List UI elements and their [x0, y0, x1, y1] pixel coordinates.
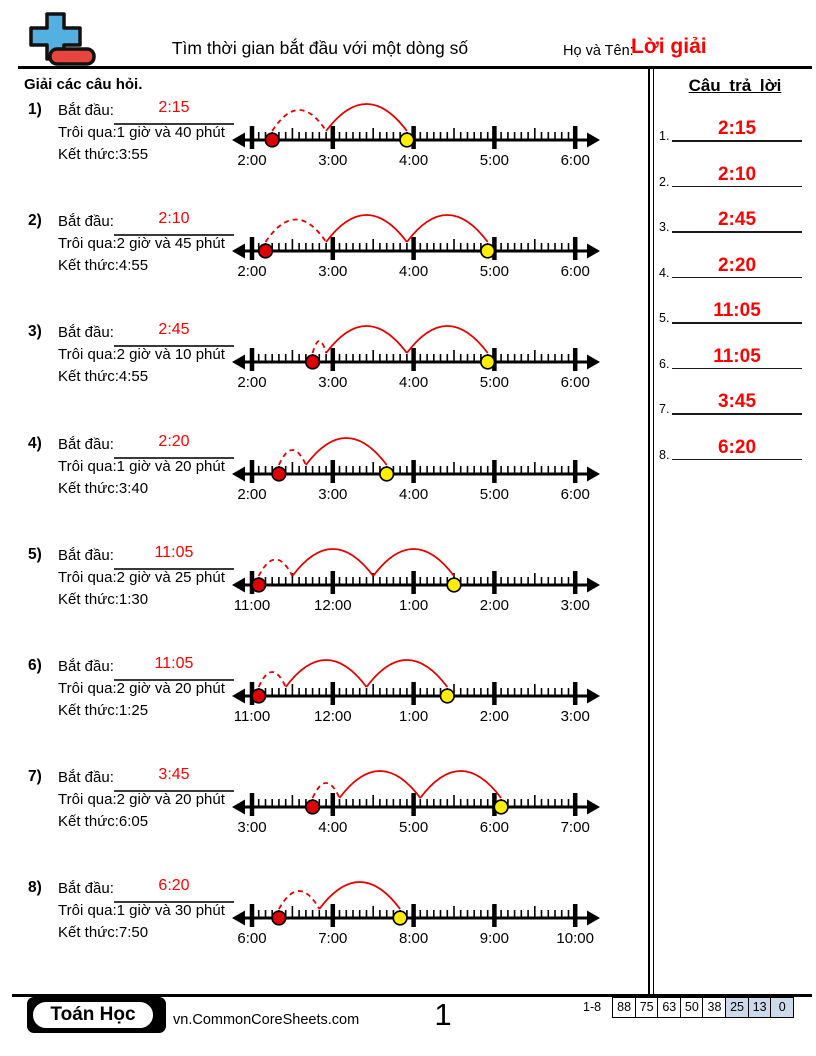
end-value: 1:30: [118, 590, 149, 608]
problem-row: [22, 762, 608, 873]
score-cell: 75: [635, 997, 659, 1018]
end-row: [58, 591, 148, 608]
svg-text:5:00: 5:00: [479, 263, 510, 281]
number-line-graphic: [230, 656, 602, 736]
svg-text:2:00: 2:00: [237, 485, 267, 503]
elapsed-label: Trôi qua:: [58, 346, 117, 364]
svg-text:11:00: 11:00: [233, 708, 271, 725]
number-line-graphic: [230, 545, 602, 625]
problem-number: 4): [28, 434, 42, 452]
site-url: vn.CommonCoreSheets.com: [173, 1012, 360, 1028]
elapsed-label: Trôi qua:: [58, 235, 117, 253]
answer-value: 11:05: [713, 300, 761, 321]
svg-text:12:00: 12:00: [314, 708, 352, 725]
end-value: 7:50: [118, 924, 149, 942]
problem-row: [22, 429, 608, 540]
elapsed-row: [58, 569, 225, 586]
elapsed-value: 2 giờ và 45 phút: [116, 235, 225, 253]
elapsed-row: [58, 458, 225, 475]
svg-text:5:00: 5:00: [479, 152, 510, 169]
end-row: [58, 480, 148, 497]
answers-separator-line: [648, 69, 650, 995]
answer-item: [652, 346, 812, 386]
end-row: [58, 146, 148, 163]
answer-number: 8.: [659, 447, 670, 462]
start-label: Bắt đầu:: [58, 435, 114, 453]
answer-item: [652, 209, 812, 249]
start-label: Bắt đầu:: [58, 658, 114, 675]
start-label: Bắt đầu:: [58, 213, 114, 231]
score-cell: 63: [657, 997, 681, 1018]
svg-text:2:00: 2:00: [479, 596, 510, 614]
svg-text:6:00: 6:00: [560, 374, 590, 392]
problem-row: [22, 873, 608, 984]
end-value: 1:25: [118, 702, 149, 719]
svg-text:4:00: 4:00: [398, 374, 429, 392]
score-cell: 25: [725, 997, 749, 1018]
name-label: Họ và Tên:: [563, 43, 634, 59]
svg-text:6:00: 6:00: [479, 819, 510, 837]
problem-number: 6): [28, 657, 42, 674]
elapsed-value: 1 giờ và 40 phút: [116, 124, 225, 141]
elapsed-row: [58, 346, 225, 363]
elapsed-value: 2 giờ và 20 phút: [116, 680, 225, 697]
problem-number: 5): [28, 545, 42, 563]
svg-text:7:00: 7:00: [560, 819, 590, 837]
number-line-graphic: [230, 878, 602, 958]
problem-row: [22, 651, 608, 762]
svg-text:3:00: 3:00: [318, 485, 348, 503]
answer-item: [652, 437, 812, 477]
svg-text:3:00: 3:00: [560, 708, 590, 725]
answer-value: 11:05: [713, 345, 761, 367]
elapsed-label: Trôi qua:: [58, 680, 117, 697]
end-row: [58, 813, 148, 830]
header-rule: [18, 66, 812, 69]
svg-text:8:00: 8:00: [398, 930, 429, 948]
answer-blank-line: [672, 277, 802, 279]
problem-row: [22, 95, 608, 206]
svg-text:6:00: 6:00: [560, 263, 590, 281]
elapsed-label: Trôi qua:: [58, 902, 117, 920]
elapsed-value: 1 giờ và 20 phút: [116, 457, 225, 475]
start-answer: 2:45: [158, 321, 190, 339]
end-value: 4:55: [118, 257, 149, 275]
answers-separator-line: [653, 69, 655, 995]
answer-number: 3.: [659, 220, 670, 234]
page-number: 1: [434, 997, 452, 1032]
answer-value: 2:10: [717, 163, 757, 185]
svg-text:11:00: 11:00: [233, 596, 271, 614]
svg-text:4:00: 4:00: [398, 263, 429, 281]
number-line-graphic: [230, 211, 602, 291]
svg-text:2:00: 2:00: [237, 374, 267, 392]
svg-text:7:00: 7:00: [318, 930, 348, 948]
problem-number: 3): [28, 323, 42, 341]
score-range-label: 1-8: [583, 1000, 602, 1014]
answer-value: 2:45: [717, 209, 757, 230]
start-answer: 2:15: [158, 99, 190, 116]
answer-number: 4.: [659, 265, 670, 280]
answer-value: 3:45: [717, 391, 757, 412]
end-label: Kết thức:: [58, 368, 119, 386]
score-cell: 88: [612, 997, 636, 1018]
answer-blank-line: [672, 459, 802, 461]
elapsed-row: [58, 124, 225, 141]
answer-item: [652, 300, 812, 340]
end-value: 4:55: [118, 368, 149, 386]
svg-text:4:00: 4:00: [398, 152, 429, 169]
elapsed-row: [58, 680, 225, 697]
subject-badge-label: Toán Học: [31, 1000, 155, 1030]
start-label: Bắt đầu:: [58, 769, 114, 787]
end-label: Kết thức:: [58, 146, 119, 163]
elapsed-label: Trôi qua:: [58, 124, 117, 141]
svg-text:5:00: 5:00: [398, 819, 429, 837]
problem-number: 8): [28, 879, 42, 897]
start-label: Bắt đầu:: [58, 324, 114, 342]
number-line-graphic: [230, 434, 602, 514]
start-answer: 2:10: [158, 210, 190, 228]
answer-blank-line: [672, 186, 802, 188]
elapsed-label: Trôi qua:: [58, 791, 117, 809]
subject-badge: [27, 997, 166, 1033]
svg-text:12:00: 12:00: [314, 596, 352, 614]
end-label: Kết thức:: [58, 924, 119, 942]
number-line-graphic: [230, 100, 602, 180]
start-answer: 6:20: [158, 877, 190, 895]
end-row: [58, 257, 148, 274]
elapsed-label: Trôi qua:: [58, 568, 117, 586]
answer-number: 6.: [659, 356, 670, 371]
worksheet-title: Tìm thời gian bắt đầu với một dòng số: [171, 38, 469, 58]
end-label: Kết thức:: [58, 257, 119, 275]
answers-title: Câu trả lời: [688, 76, 782, 95]
elapsed-row: [58, 902, 225, 919]
score-cell: 13: [748, 997, 772, 1018]
svg-text:3:00: 3:00: [560, 596, 590, 614]
answer-blank-line: [672, 322, 802, 324]
score-cell: 50: [680, 997, 704, 1018]
answer-key-label: Lời giải: [631, 35, 707, 58]
elapsed-value: 2 giờ và 10 phút: [116, 346, 225, 364]
end-value: 3:40: [118, 479, 149, 497]
end-label: Kết thức:: [58, 702, 119, 719]
start-label: Bắt đầu:: [58, 880, 114, 898]
problem-row: [22, 206, 608, 317]
elapsed-label: Trôi qua:: [58, 457, 117, 475]
svg-text:2:00: 2:00: [237, 152, 267, 169]
end-value: 6:05: [118, 813, 149, 831]
svg-text:4:00: 4:00: [318, 819, 348, 837]
svg-text:6:00: 6:00: [560, 152, 590, 169]
elapsed-value: 2 giờ và 20 phút: [116, 791, 225, 809]
start-answer: 2:20: [158, 432, 190, 450]
svg-text:6:00: 6:00: [560, 485, 590, 503]
start-label: Bắt đầu:: [58, 102, 114, 119]
answer-number: 5.: [659, 311, 670, 325]
answer-value: 2:20: [717, 254, 757, 276]
svg-text:1:00: 1:00: [398, 708, 429, 725]
end-row: [58, 702, 148, 719]
answer-item: [652, 118, 812, 158]
answer-blank-line: [672, 140, 802, 142]
answer-item: [652, 164, 812, 204]
svg-text:3:00: 3:00: [318, 152, 348, 169]
elapsed-row: [58, 791, 225, 808]
end-label: Kết thức:: [58, 590, 119, 608]
answer-blank-line: [672, 231, 802, 233]
answer-value: 6:20: [717, 436, 757, 458]
score-table: [612, 997, 794, 1018]
number-line-graphic: [230, 322, 602, 402]
answer-value: 2:15: [717, 118, 757, 139]
problem-number: 7): [28, 768, 42, 786]
svg-text:2:00: 2:00: [237, 263, 267, 281]
answer-blank-line: [672, 368, 802, 370]
start-answer: 3:45: [158, 766, 190, 784]
start-answer: 11:05: [154, 543, 194, 561]
svg-text:9:00: 9:00: [479, 930, 510, 948]
svg-text:3:00: 3:00: [237, 819, 267, 837]
elapsed-value: 2 giờ và 25 phút: [116, 568, 225, 586]
answer-number: 7.: [659, 402, 670, 416]
svg-text:10:00: 10:00: [556, 930, 594, 948]
answer-blank-line: [672, 413, 802, 415]
start-answer: 11:05: [154, 655, 194, 672]
answer-number: 2.: [659, 174, 670, 189]
elapsed-row: [58, 235, 225, 252]
end-label: Kết thức:: [58, 813, 119, 831]
svg-text:4:00: 4:00: [398, 485, 429, 503]
elapsed-value: 1 giờ và 30 phút: [116, 902, 225, 920]
problem-row: [22, 317, 608, 428]
end-row: [58, 924, 148, 941]
instructions: Giải các câu hỏi.: [24, 76, 143, 93]
score-cell: 38: [702, 997, 726, 1018]
start-label: Bắt đầu:: [58, 546, 114, 564]
problem-number: 2): [28, 212, 42, 230]
svg-text:3:00: 3:00: [318, 263, 348, 281]
svg-text:1:00: 1:00: [398, 596, 429, 614]
end-value: 3:55: [118, 146, 149, 163]
end-row: [58, 368, 148, 385]
svg-text:5:00: 5:00: [479, 485, 510, 503]
number-line-graphic: [230, 767, 602, 847]
answer-number: 1.: [659, 129, 670, 143]
svg-text:6:00: 6:00: [237, 930, 267, 948]
problem-row: [22, 540, 608, 651]
problem-number: 1): [28, 101, 42, 118]
answer-item: [652, 255, 812, 295]
answer-item: [652, 391, 812, 431]
svg-text:3:00: 3:00: [318, 374, 348, 392]
score-cell: 0: [770, 997, 794, 1018]
svg-text:2:00: 2:00: [479, 708, 510, 725]
svg-text:5:00: 5:00: [479, 374, 510, 392]
end-label: Kết thức:: [58, 479, 119, 497]
